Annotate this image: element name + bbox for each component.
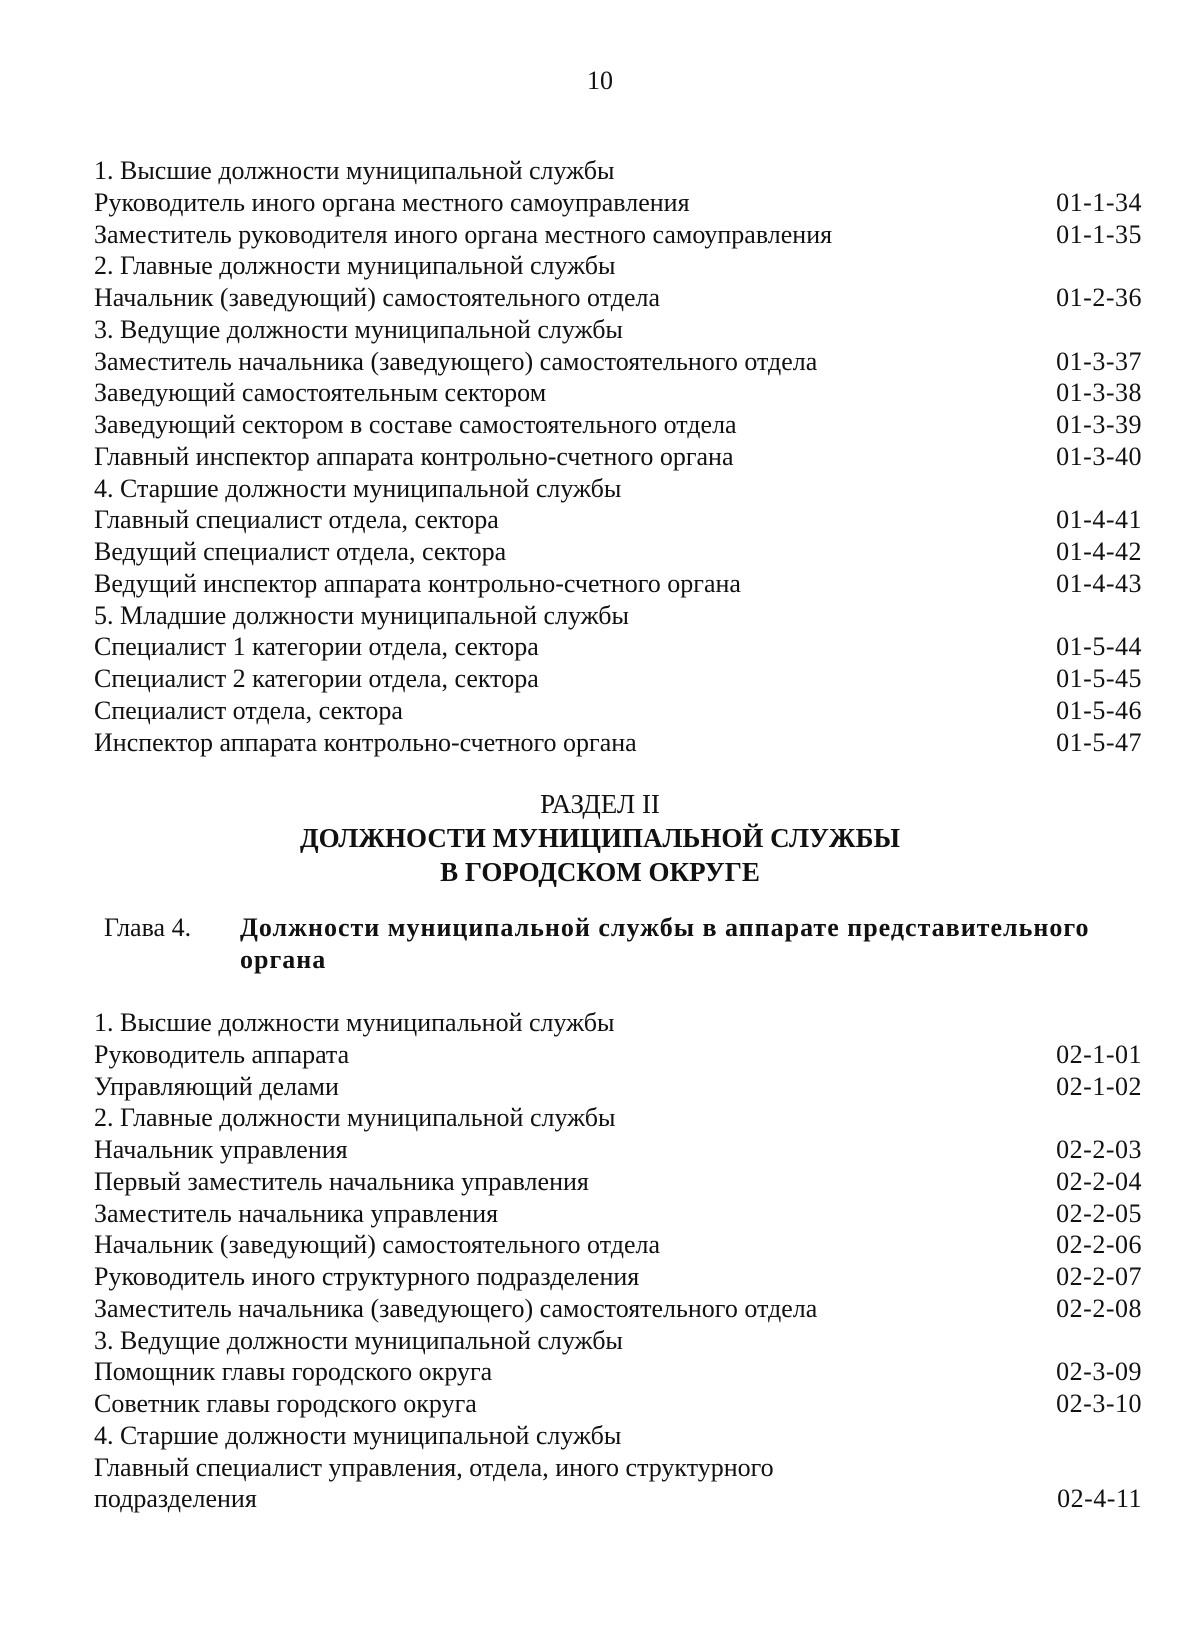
category-heading (94, 1420, 1142, 1452)
category-heading (94, 155, 1142, 187)
position-row (94, 631, 1142, 663)
position-title: Руководитель иного органа местного самоуправления (94, 187, 690, 217)
position-code: 02-2-08 (1056, 1293, 1142, 1323)
section-heading-line-1: ДОЛЖНОСТИ МУНИЦИПАЛЬНОЙ СЛУЖБЫ (300, 823, 900, 853)
position-code: 02-2-04 (1056, 1166, 1142, 1196)
position-row (94, 536, 1142, 568)
position-code: 02-1-01 (1056, 1039, 1142, 1069)
category-heading (94, 314, 1142, 346)
position-row (94, 504, 1142, 536)
position-code: 01-1-34 (1056, 187, 1142, 217)
category-label: 4. Старшие должности муниципальной службы (94, 473, 622, 503)
position-title: Руководитель иного структурного подразделения (94, 1262, 640, 1291)
position-title: Начальник (заведующий) самостоятельного отдела (94, 1230, 661, 1260)
position-code: 01-5-46 (1056, 695, 1142, 725)
category-heading (94, 1325, 1142, 1357)
position-title: Начальник управления (94, 1135, 348, 1164)
position-title: Заведующий самостоятельным сектором (94, 378, 547, 408)
position-title: Главный специалист управления, отдела, иного структурного подразделения (94, 1452, 774, 1514)
position-code: 01-3-39 (1056, 410, 1142, 439)
position-title: Заместитель начальника (заведующего) самостоятельного отдела (94, 346, 818, 376)
position-title: Ведущий специалист отдела, сектора (94, 537, 507, 566)
position-row (94, 1071, 1142, 1103)
position-code: 02-1-02 (1056, 1071, 1142, 1101)
positions-list-chapter-4 (94, 1007, 1142, 1515)
position-row (94, 1293, 1142, 1325)
position-row (94, 346, 1142, 378)
position-row (94, 1452, 1142, 1516)
category-label: 5. Младшие должности муниципальной службы (94, 600, 629, 630)
position-code: 01-3-38 (1056, 378, 1142, 408)
chapter-heading (104, 912, 1144, 976)
position-title: Управляющий делами (94, 1071, 339, 1101)
position-title: Помощник главы городского округа (94, 1357, 493, 1387)
position-row (94, 219, 1142, 251)
position-code: 02-2-07 (1056, 1262, 1142, 1291)
position-row (94, 663, 1142, 695)
position-code: 02-2-06 (1056, 1230, 1142, 1260)
position-code: 01-4-42 (1056, 537, 1142, 566)
position-title: Ведущий инспектор аппарата контрольно-счетного органа (94, 568, 741, 598)
position-title: Специалист 1 категории отдела, сектора (94, 632, 539, 662)
category-heading (94, 473, 1142, 505)
position-title: Заведующий сектором в составе самостоятельного отдела (94, 410, 737, 439)
position-code: 01-4-41 (1056, 505, 1142, 535)
position-title: Главный инспектор аппарата контрольно-счетного органа (94, 441, 734, 471)
position-title: Специалист 2 категории отдела, сектора (94, 664, 539, 693)
position-code: 01-4-43 (1056, 568, 1142, 598)
position-row (94, 1198, 1142, 1230)
category-label: 2. Главные должности муниципальной службы (94, 1103, 616, 1133)
position-code: 01-2-36 (1056, 283, 1142, 312)
position-row (94, 568, 1142, 600)
category-heading (94, 250, 1142, 282)
category-label: 3. Ведущие должности муниципальной службы (94, 1325, 623, 1355)
position-title: Руководитель аппарата (94, 1039, 350, 1069)
position-row (94, 1229, 1142, 1261)
position-title: Советник главы городского округа (94, 1389, 477, 1418)
category-heading (94, 1102, 1142, 1134)
position-code: 02-2-03 (1056, 1135, 1142, 1164)
chapter-title: Должности муниципальной службы в аппарате представительного органа (240, 913, 1090, 974)
position-title: Главный специалист отдела, сектора (94, 505, 499, 535)
section-heading-line-2: В ГОРОДСКОМ ОКРУГЕ (440, 857, 760, 887)
position-row (94, 1166, 1142, 1198)
position-title: Заместитель руководителя иного органа местного самоуправления (94, 219, 833, 249)
chapter-number: Глава 4. (104, 913, 192, 942)
section-title (0, 787, 1200, 889)
position-row (94, 441, 1142, 473)
position-row (94, 1134, 1142, 1166)
position-code: 01-3-37 (1056, 346, 1142, 376)
position-row (94, 377, 1142, 409)
position-code: 02-3-09 (1056, 1357, 1142, 1387)
position-code: 02-4-11 (1057, 1484, 1142, 1514)
category-heading (94, 1007, 1142, 1039)
position-row (94, 409, 1142, 441)
position-row (94, 1039, 1142, 1071)
category-label: 4. Старшие должности муниципальной службы (94, 1420, 622, 1450)
position-code: 01-5-45 (1056, 664, 1142, 693)
position-row (94, 282, 1142, 314)
category-label: 1. Высшие должности муниципальной службы (94, 1008, 615, 1037)
position-row (94, 1356, 1142, 1388)
positions-list-section-1 (94, 155, 1142, 758)
position-title: Начальник (заведующий) самостоятельного отдела (94, 283, 661, 312)
position-row (94, 695, 1142, 727)
position-title: Заместитель начальника управления (94, 1198, 499, 1228)
category-label: 2. Главные должности муниципальной службы (94, 251, 616, 281)
category-label: 1. Высшие должности муниципальной службы (94, 156, 615, 185)
position-title: Первый заместитель начальника управления (94, 1166, 589, 1196)
position-code: 01-3-40 (1056, 441, 1142, 471)
position-title: Специалист отдела, сектора (94, 695, 403, 725)
page-number: 10 (587, 66, 613, 95)
position-code: 01-1-35 (1056, 219, 1142, 249)
position-title: Инспектор аппарата контрольно-счетного органа (94, 727, 637, 757)
position-code: 02-2-05 (1056, 1198, 1142, 1228)
position-row (94, 1388, 1142, 1420)
position-code: 02-3-10 (1056, 1389, 1142, 1418)
position-code: 01-5-44 (1056, 632, 1142, 662)
category-label: 3. Ведущие должности муниципальной службы (94, 314, 623, 344)
section-number: РАЗДЕЛ II (540, 789, 660, 819)
position-row (94, 1261, 1142, 1293)
position-title: Заместитель начальника (заведующего) самостоятельного отдела (94, 1293, 818, 1323)
position-code: 01-5-47 (1056, 727, 1142, 757)
position-row (94, 187, 1142, 219)
category-heading (94, 600, 1142, 632)
position-row (94, 727, 1142, 759)
